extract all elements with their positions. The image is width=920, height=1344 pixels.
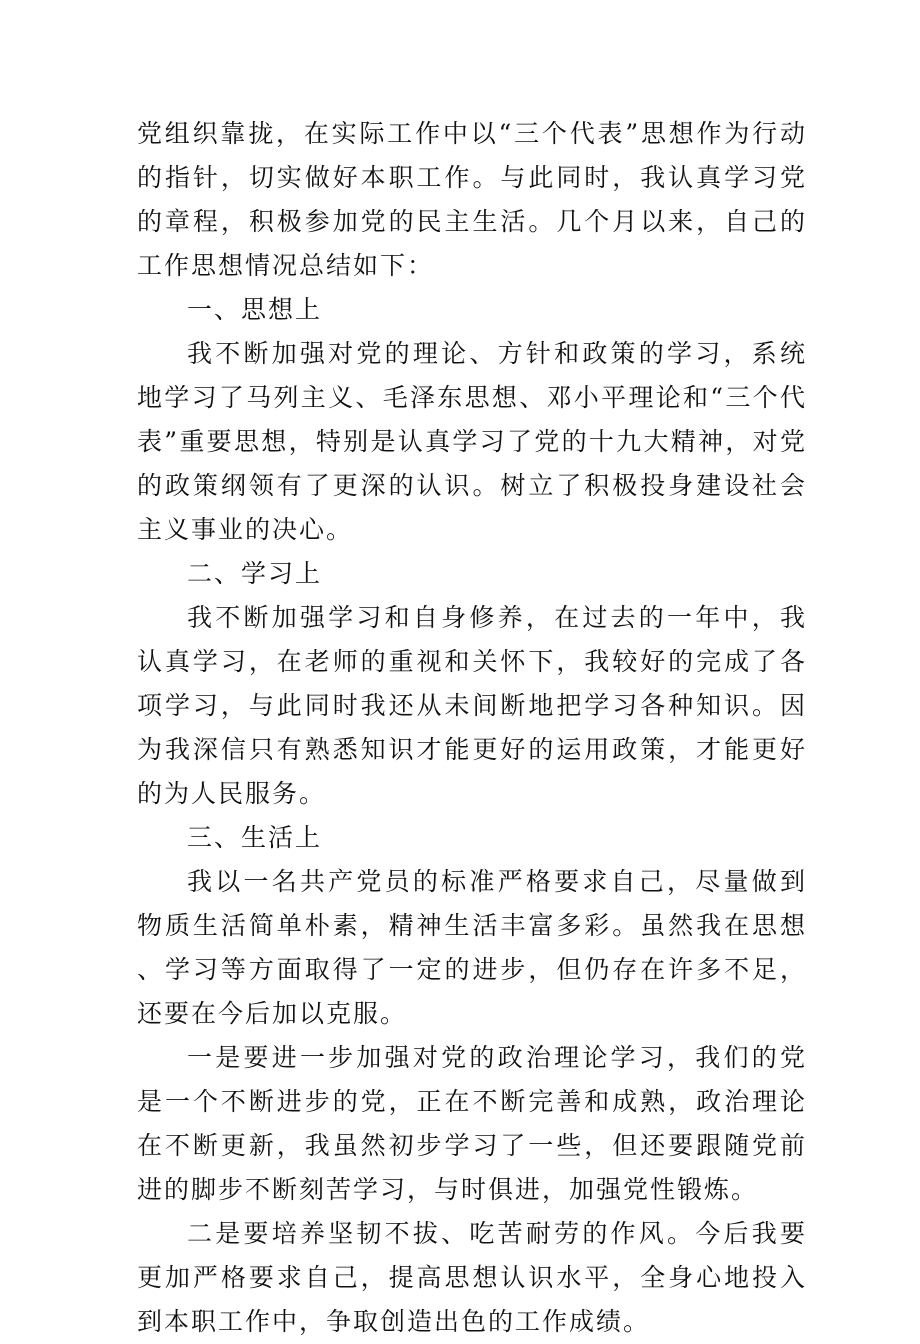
paragraph-study: 我不断加强学习和自身修养，在过去的一年中，我认真学习，在老师的重视和关怀下，我较好的完成了各项学习，与此同时我还从未间断地把学习各种知识。因为我深信只有熟悉知识才能更好的运用政策，才能更好的为人民服务。 bbox=[137, 603, 807, 808]
section-heading-thought: 一、思想上 bbox=[187, 295, 323, 324]
paragraph-improvement-two: 二是要培养坚韧不拔、吃苦耐劳的作风。今后我要更加严格要求自己，提高思想认识水平，全身心地投入到本职工作中，争取创造出色的工作成绩。 bbox=[137, 1219, 807, 1336]
section-heading-study: 二、学习上 bbox=[187, 559, 323, 588]
document-body bbox=[137, 112, 807, 1344]
paragraph-improvement-one: 一是要进一步加强对党的政治理论学习，我们的党是一个不断进步的党，正在不断完善和成熟，政治理论在不断更新，我虽然初步学习了一些，但还要跟随党前进的脚步不断刻苦学习，与时俱进，加强党性锻炼。 bbox=[137, 1043, 807, 1204]
paragraph-intro-continued: 党组织靠拢，在实际工作中以“三个代表”思想作为行动的指针，切实做好本职工作。与此同时，我认真学习党的章程，积极参加党的民主生活。几个月以来，自己的工作思想情况总结如下： bbox=[137, 119, 807, 280]
section-heading-life: 三、生活上 bbox=[187, 823, 323, 852]
paragraph-thought: 我不断加强对党的理论、方针和政策的学习，系统地学习了马列主义、毛泽东思想、邓小平理论和“三个代表”重要思想，特别是认真学习了党的十九大精神，对党的政策纲领有了更深的认识。树立了积极投身建设社会主义事业的决心。 bbox=[137, 339, 807, 544]
paragraph-life: 我以一名共产党员的标准严格要求自己，尽量做到物质生活简单朴素，精神生活丰富多彩。虽然我在思想、学习等方面取得了一定的进步，但仍存在许多不足，还要在今后加以克服。 bbox=[137, 867, 807, 1028]
